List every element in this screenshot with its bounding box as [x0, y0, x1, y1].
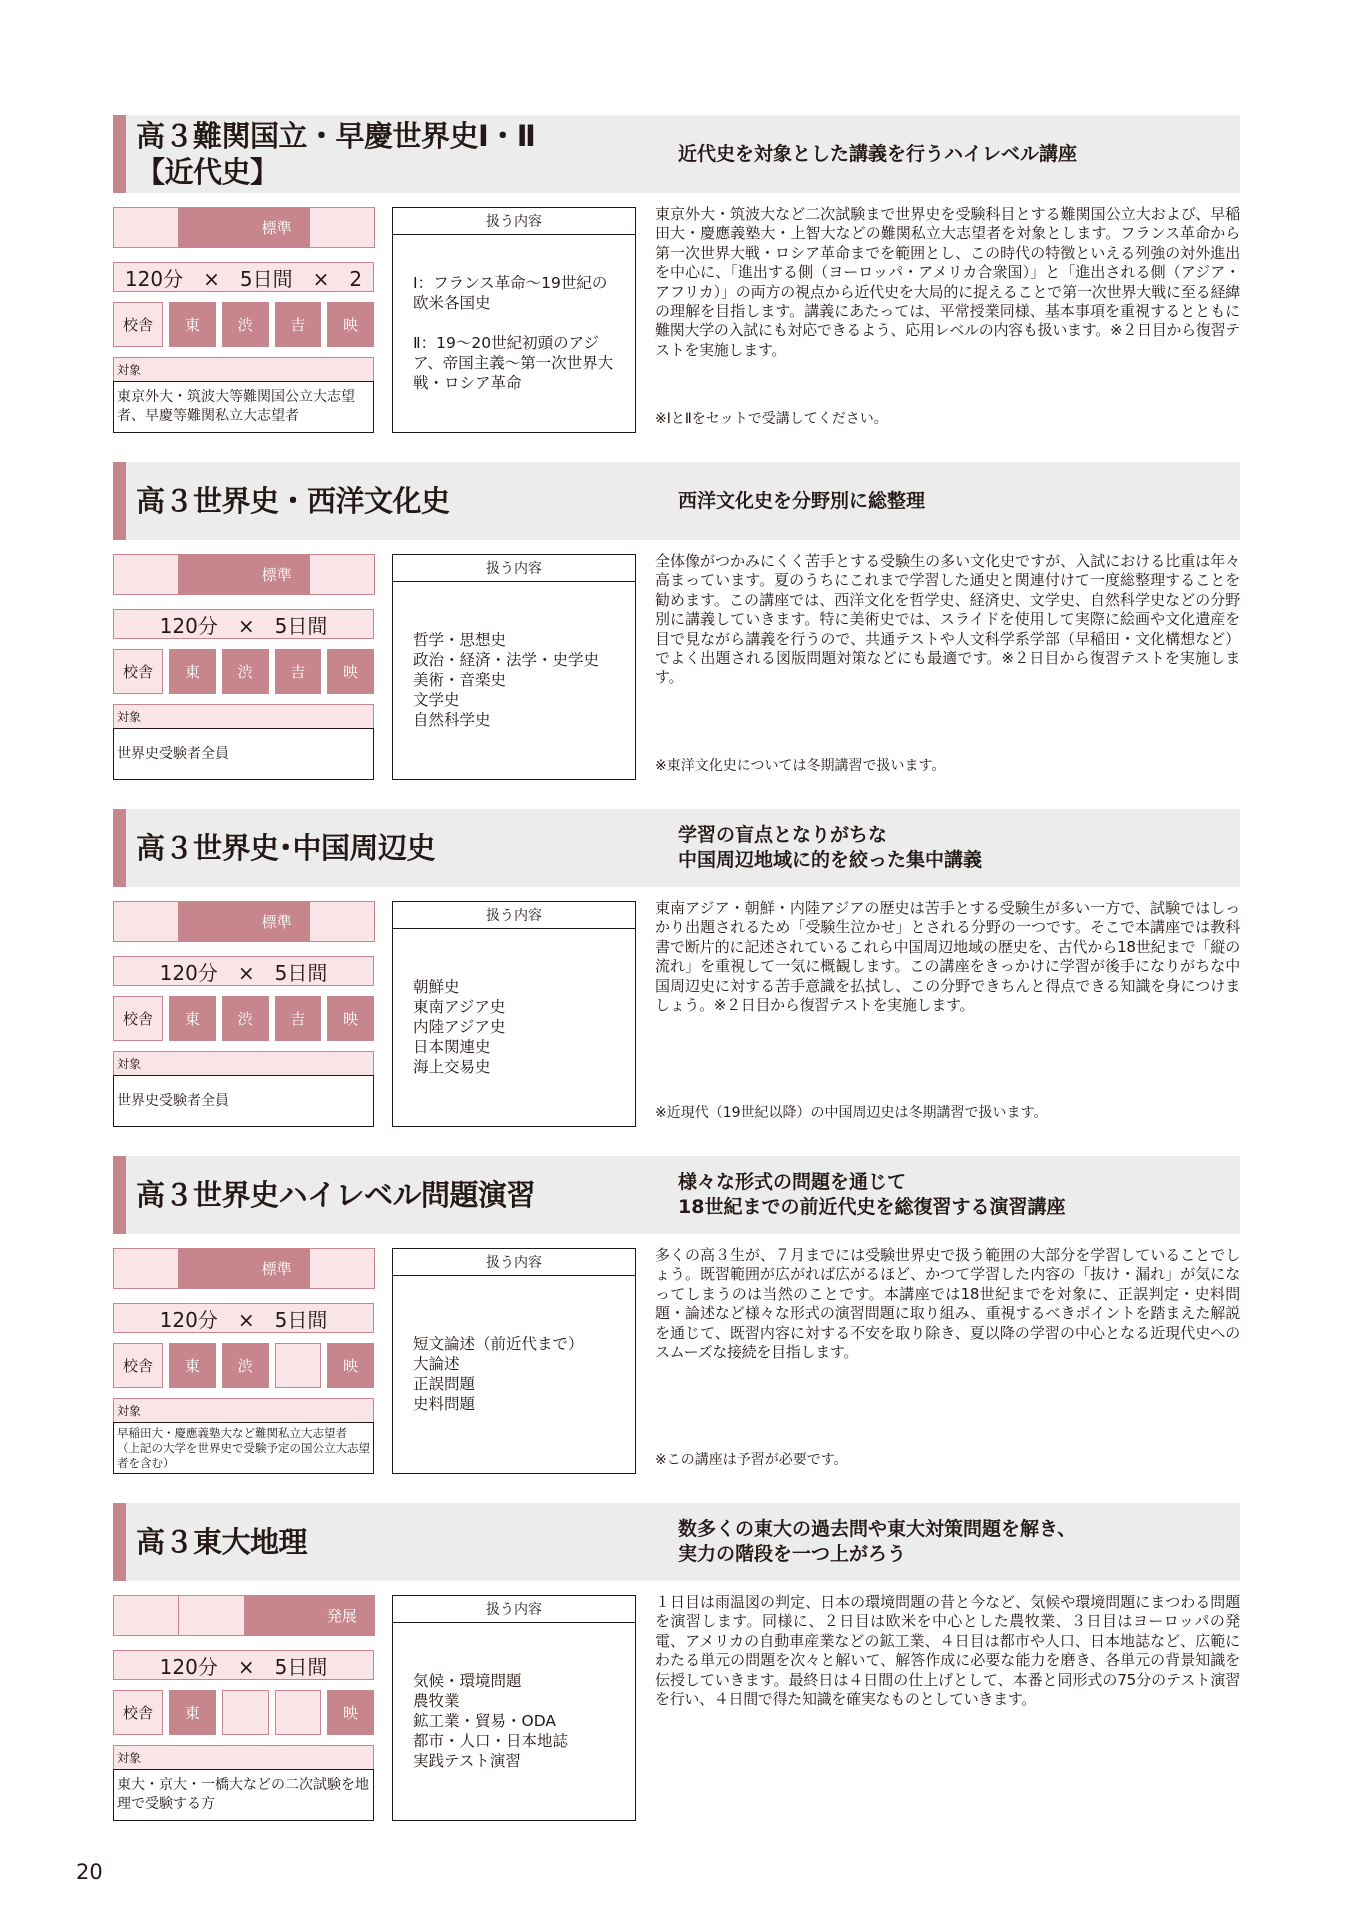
level-cell: 標準 [244, 554, 310, 595]
level-cell [309, 554, 375, 595]
title-accent-bar [113, 115, 126, 193]
content-item: 日本関連史 [413, 1038, 491, 1056]
campus-badge [275, 1690, 322, 1735]
course-description: １日目は雨温図の判定、日本の環境問題の昔と今など、気候や環境問題にまつわる問題を演習します。同様に、２日目は欧米を中心とした農牧業、３日目はヨーロッパの発電、アメリカの自動車産業などの鉱工業、４日目は都市や人口、日本地誌など、広範にわたる単元の問題を次々と解いて、解答作成に必要な能力を磨き、各単元の背景知識を伝授していきます。最終日は４日間の仕上げとして、本番と同形式の75分のテスト演習を行い、４日間で得た知識を確実なものとしていきます。 [655, 1593, 1240, 1709]
title-accent-bar [113, 809, 126, 887]
content-item: 実践テスト演習 [413, 1752, 521, 1770]
content-item: 哲学・思想史 [413, 631, 507, 649]
campus-label: 校舎 [113, 649, 163, 694]
content-box [392, 207, 636, 433]
content-item: 海上交易史 [413, 1058, 491, 1076]
content-item: 農牧業 [413, 1692, 460, 1710]
campus-badge: 吉 [275, 302, 322, 347]
target-label: 対象 [113, 1398, 374, 1423]
content-header: 扱う内容 [393, 902, 635, 929]
course-title: 高３難関国立・早慶世界史Ⅰ・Ⅱ 【近代史】 [136, 119, 536, 189]
content-box [392, 901, 636, 1127]
level-cell: 標準 [244, 207, 310, 248]
title-accent-bar [113, 462, 126, 540]
course-section [113, 1503, 1240, 1843]
course-note: ※ⅠとⅡをセットで受講してください。 [655, 411, 888, 427]
campus-badge: 映 [327, 302, 374, 347]
course-title: 高３東大地理 [136, 1525, 308, 1559]
campus-badge: 渋 [222, 1343, 269, 1388]
content-item: 内陸アジア史 [413, 1018, 506, 1036]
campus-badge: 東 [169, 996, 216, 1041]
target-audience: 早稲田大・慶應義塾大など難関私立大志望者 （上記の大学を世界史で受験予定の国公立大志望者を含む） [113, 1422, 374, 1474]
level-cell: 標準 [244, 901, 310, 942]
level-cell [178, 207, 244, 248]
campus-badge: 渋 [222, 649, 269, 694]
level-cell [178, 554, 244, 595]
target-audience: 東京外大・筑波大等難関国公立大志望者、早慶等難関私立大志望者 [113, 381, 374, 433]
campus-badge: 映 [327, 1690, 374, 1735]
content-header: 扱う内容 [393, 555, 635, 582]
target-label: 対象 [113, 357, 374, 382]
level-cell [309, 901, 375, 942]
campus-badge: 東 [169, 302, 216, 347]
target-label: 対象 [113, 1051, 374, 1076]
campus-badge: 東 [169, 649, 216, 694]
title-accent-bar [113, 1156, 126, 1234]
level-cell [113, 207, 179, 248]
content-item: 美術・音楽史 [413, 671, 507, 689]
level-indicator [113, 901, 374, 942]
course-duration: 120分 × 5日間 [113, 609, 374, 639]
level-cell [113, 1595, 179, 1636]
level-cell [309, 1248, 375, 1289]
campus-label: 校舎 [113, 1343, 163, 1388]
course-description: 東京外大・筑波大など二次試験まで世界史を受験科目とする難関国公立大および、早稲田大・慶應義塾大・上智大などの難関私立大志望者を対象とします。フランス革命から第一次世界大戦・ロシア革命までを範囲とし、この時代の特徴といえる列強の対外進出を中心に、「進出する側（ヨーロッパ・アメリカ合衆国）」と「進出される側（アジア・アフリカ）」の両方の視点から近代史を大局的に捉えることで第一次世界大戦に至る経緯の理解を目指します。講義にあたっては、平常授業同様、基本事項を重視するとともに難関大学の入試にも対応できるよう、応用レベルの内容も扱います。※２日目から復習テストを実施します。 [655, 205, 1240, 359]
content-item: 東南アジア史 [413, 998, 506, 1016]
course-title: 高３世界史・西洋文化史 [136, 484, 450, 518]
campus-badge: 渋 [222, 302, 269, 347]
course-tagline: 学習の盲点となりがちな 中国周辺地域に的を絞った集中講義 [678, 824, 983, 871]
level-cell [113, 901, 179, 942]
course-description: 全体像がつかみにくく苦手とする受験生の多い文化史ですが、入試における比重は年々高まっています。夏のうちにこれまで学習した通史と関連付けて一度総整理することを勧めます。この講座では、西洋文化を哲学史、経済史、文学史、自然科学史などの分野別に講義していきます。特に美術史では、スライドを使用して実際に絵画や文化遺産を目で見ながら講義を行うので、共通テストや人文科学系学部（早稲田・文化構想など）でよく出題される図版問題対策などにも最適です。※２日目から復習テストを実施します。 [655, 552, 1240, 687]
campus-badge: 吉 [275, 649, 322, 694]
target-audience: 東大・京大・一橋大などの二次試験を地理で受験する方 [113, 1769, 374, 1821]
content-header: 扱う内容 [393, 1596, 635, 1623]
content-item: 鉱工業・貿易・ODA [413, 1712, 556, 1730]
campus-badge: 映 [327, 996, 374, 1041]
campus-badge [222, 1690, 269, 1735]
content-box [392, 554, 636, 780]
level-indicator [113, 1595, 374, 1636]
course-duration: 120分 × 5日間 [113, 956, 374, 986]
campus-badge: 渋 [222, 996, 269, 1041]
target-audience: 世界史受験者全員 [113, 1075, 374, 1127]
target-audience: 世界史受験者全員 [113, 728, 374, 780]
content-item: 朝鮮史 [413, 978, 460, 996]
level-indicator [113, 207, 374, 248]
content-item: 短文論述（前近代まで） [413, 1335, 584, 1353]
campus-label: 校舎 [113, 1690, 163, 1735]
target-label: 対象 [113, 1745, 374, 1770]
content-item: 気候・環境問題 [413, 1672, 522, 1690]
course-title-bar [113, 809, 1240, 887]
level-cell [113, 1248, 179, 1289]
campus-badge: 東 [169, 1690, 216, 1735]
content-item: 文学史 [413, 691, 460, 709]
content-box [392, 1595, 636, 1821]
campus-list [113, 996, 374, 1041]
course-tagline: 西洋文化史を分野別に総整理 [678, 489, 926, 512]
content-list [413, 234, 621, 432]
course-tagline: 数多くの東大の過去問や東大対策問題を解き、 実力の階段を一つ上がろう [678, 1518, 1077, 1565]
campus-list [113, 302, 374, 347]
campus-list [113, 649, 374, 694]
course-tagline: 近代史を対象とした講義を行うハイレベル講座 [678, 142, 1078, 165]
level-cell: 発展 [309, 1595, 375, 1636]
content-item: Ⅰ：フランス革命～19世紀の欧米各国史 [413, 274, 608, 312]
content-header: 扱う内容 [393, 1249, 635, 1276]
campus-badge: 映 [327, 649, 374, 694]
content-item [413, 313, 621, 333]
level-cell [178, 1248, 244, 1289]
content-box [392, 1248, 636, 1474]
course-description: 東南アジア・朝鮮・内陸アジアの歴史は苦手とする受験生が多い一方で、試験ではしっかり出題されるため「受験生泣かせ」とされる分野の一つです。そこで本講座では教科書で断片的に記述されているこれら中国周辺地域の歴史を、古代から18世紀まで「縦の流れ」を重視して一気に概観します。この講座をきっかけに学習が後手になりがちな中国周辺史に対する苦手意識を払拭し、この分野できちんと得点できる知識を身につけましょう。※２日目から復習テストを実施します。 [655, 899, 1240, 1015]
campus-label: 校舎 [113, 996, 163, 1041]
course-section [113, 1156, 1240, 1496]
course-duration: 120分 × 5日間 [113, 1303, 374, 1333]
level-cell [113, 554, 179, 595]
course-note: ※この講座は予習が必要です。 [655, 1452, 848, 1468]
campus-badge: 東 [169, 1343, 216, 1388]
target-label: 対象 [113, 704, 374, 729]
course-section [113, 115, 1240, 455]
content-list [413, 581, 621, 779]
title-accent-bar [113, 1503, 126, 1581]
course-note: ※近現代（19世紀以降）の中国周辺史は冬期講習で扱います。 [655, 1105, 1048, 1121]
level-indicator [113, 1248, 374, 1289]
content-item: 政治・経済・法学・史学史 [413, 651, 600, 669]
content-list [413, 928, 621, 1126]
course-title-bar [113, 1503, 1240, 1581]
level-cell: 標準 [244, 1248, 310, 1289]
campus-label: 校舎 [113, 302, 163, 347]
level-cell [244, 1595, 310, 1636]
course-tagline: 様々な形式の問題を通じて 18世紀までの前近代史を総復習する演習講座 [678, 1171, 1066, 1218]
course-duration: 120分 × 5日間 × 2 [113, 262, 374, 292]
level-indicator [113, 554, 374, 595]
course-duration: 120分 × 5日間 [113, 1650, 374, 1680]
content-item: 正誤問題 [413, 1375, 476, 1393]
page-number: 20 [76, 1860, 103, 1884]
campus-list [113, 1343, 374, 1388]
level-cell [309, 207, 375, 248]
course-title: 高３世界史ハイレベル問題演習 [136, 1178, 536, 1212]
campus-badge [275, 1343, 322, 1388]
content-item: 自然科学史 [413, 711, 491, 729]
content-item: 大論述 [413, 1355, 460, 1373]
course-title-bar [113, 462, 1240, 540]
course-section [113, 809, 1240, 1149]
course-description: 多くの高３生が、７月までには受験世界史で扱う範囲の大部分を学習していることでしょう。既習範囲が広がれば広がるほど、かつて学習した内容の「抜け・漏れ」が気になってしまうのは当然のことです。本講座では18世紀までを対象に、正誤判定・史料問題・論述など様々な形式の演習問題に取り組み、重視するべきポイントを踏まえた解説を通じて、既習内容に対する不安を取り除き、夏以降の学習の中心となる近現代史へのスムーズな接続を目指します。 [655, 1246, 1240, 1362]
course-title-bar [113, 115, 1240, 193]
campus-badge: 吉 [275, 996, 322, 1041]
course-title: 高３世界史･中国周辺史 [136, 831, 436, 865]
course-title-bar [113, 1156, 1240, 1234]
campus-badge: 映 [327, 1343, 374, 1388]
level-cell [178, 1595, 244, 1636]
level-cell [178, 901, 244, 942]
content-item: Ⅱ：19～20世紀初頭のアジア、帝国主義～第一次世界大戦・ロシア革命 [413, 334, 614, 392]
content-list [413, 1275, 621, 1473]
content-list [413, 1622, 621, 1820]
course-note: ※東洋文化史については冬期講習で扱います。 [655, 758, 946, 774]
content-item: 都市・人口・日本地誌 [413, 1732, 569, 1750]
content-item: 史料問題 [413, 1395, 476, 1413]
content-header: 扱う内容 [393, 208, 635, 235]
campus-list [113, 1690, 374, 1735]
course-section [113, 462, 1240, 802]
